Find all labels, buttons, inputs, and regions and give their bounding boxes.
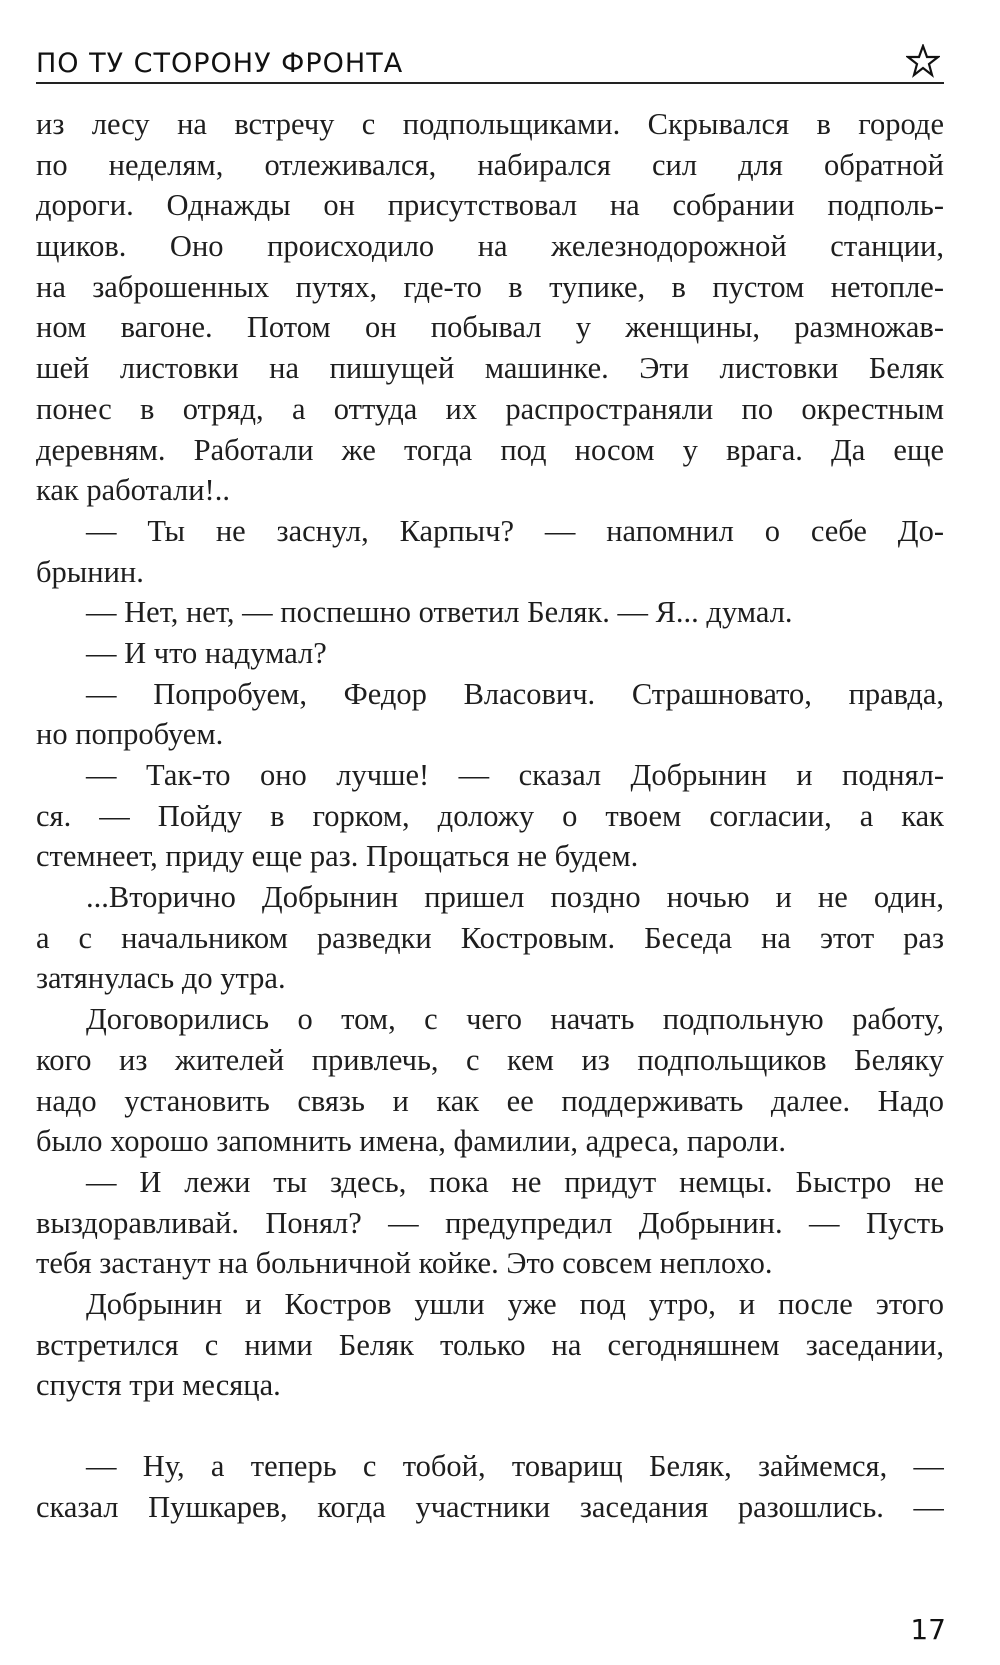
- text-line: на заброшенных путях, где-то в тупике, в пустом нетопле-: [36, 269, 944, 304]
- text-line: выздоравливай. Понял? — предупредил Добрынин. — Пусть: [36, 1205, 944, 1240]
- text-line: — Попробуем, Федор Власович. Страшновато, правда,: [86, 676, 944, 711]
- text-line: но попробуем.: [36, 717, 224, 752]
- text-line: дороги. Однажды он присутствовал на собрании подполь-: [36, 188, 944, 223]
- text-line: ся. — Пойду в горком, доложу о твоем согласии, а как: [36, 798, 944, 833]
- text-line: спустя три месяца.: [36, 1368, 281, 1403]
- running-title: ПО ТУ СТОРОНУ ФРОНТА: [36, 48, 404, 79]
- body-text: [36, 104, 944, 1527]
- text-line: затянулась до утра.: [36, 961, 286, 996]
- text-line: понес в отряд, а оттуда их распространяли по окрестным: [36, 391, 944, 426]
- text-line: кого из жителей привлечь, с кем из подпольщиков Беляку: [36, 1042, 944, 1077]
- text-line: а с начальником разведки Костровым. Беседа на этот раз: [36, 920, 944, 955]
- text-line: было хорошо запомнить имена, фамилии, адреса, пароли.: [36, 1124, 787, 1159]
- star-outline-icon: [906, 44, 940, 78]
- text-line: по неделям, отлеживался, набирался сил для обратной: [36, 147, 944, 182]
- text-line: — И что надумал?: [86, 635, 327, 670]
- text-line: надо установить связь и как ее поддерживать далее. Надо: [36, 1083, 944, 1118]
- text-line: — Так-то оно лучше! — сказал Добрынин и поднял-: [86, 758, 944, 792]
- header-rule: [36, 82, 944, 84]
- text-line: встретился с ними Беляк только на сегодняшнем заседании,: [36, 1327, 944, 1362]
- text-line: ном вагоне. Потом он побывал у женщины, размножав-: [36, 310, 944, 345]
- text-line: из лесу на встречу с подпольщиками. Скрывался в городе: [36, 107, 944, 141]
- text-line: ...Вторично Добрынин пришел поздно ночью и не один,: [86, 880, 944, 915]
- page-number: 17: [910, 1613, 946, 1646]
- page-header: [36, 44, 946, 84]
- text-line: как работали!..: [36, 473, 230, 508]
- text-line: сказал Пушкарев, когда участники заседания разошлись. —: [36, 1489, 944, 1524]
- text-line: брынин.: [36, 554, 144, 589]
- text-line: Добрынин и Костров ушли уже под утро, и после этого: [86, 1286, 944, 1321]
- text-line: — И лежи ты здесь, пока не придут немцы. Быстро не: [86, 1164, 944, 1199]
- text-line: — Ты не заснул, Карпыч? — напомнил о себе До-: [86, 513, 944, 548]
- text-line: стемнеет, приду еще раз. Прощаться не будем.: [36, 839, 639, 874]
- text-line: — Ну, а теперь с тобой, товарищ Беляк, займемся, —: [86, 1449, 944, 1483]
- text-line: шей листовки на пишущей машинке. Эти листовки Беляк: [36, 351, 944, 386]
- text-line: — Нет, нет, — поспешно ответил Беляк. — Я... думал.: [86, 595, 793, 630]
- text-line: деревням. Работали же тогда под носом у врага. Да еще: [36, 432, 944, 467]
- text-line: Договорились о том, с чего начать подпольную работу,: [86, 1002, 944, 1037]
- text-line: тебя застанут на больничной койке. Это совсем неплохо.: [36, 1246, 773, 1281]
- text-line: щиков. Оно происходило на железнодорожной станции,: [36, 229, 944, 264]
